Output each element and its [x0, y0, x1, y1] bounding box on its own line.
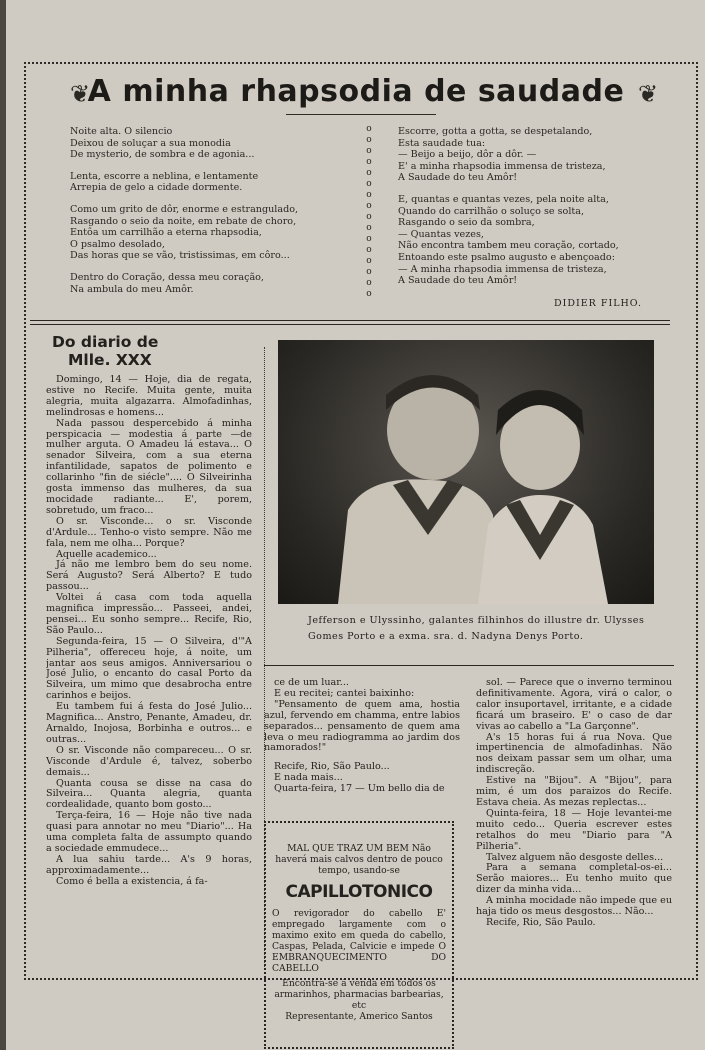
diary-paragraph: Segunda-feira, 15 — O Silveira, d'"A Pilheria", offereceu hoje, á noite, um jantar aos seus amigos. Anniversariou o José Julio, o encanto do casal Porto da Silveira, um mimo que desabrocha entre carinhos e beijos.: [46, 635, 252, 702]
diary-paragraph: E eu recitei; cantei baixinho:: [274, 687, 415, 699]
poem-stanza: Noite alta. O silencio Deixou de soluçar a sua monodia De mysterio, de sombra e de agonia...: [70, 126, 255, 161]
poem-signature: DIDIER FILHO.: [554, 298, 643, 309]
diary-paragraph: ce de um luar...: [274, 678, 349, 688]
diary-title: [52, 333, 232, 369]
poem-right-column: [398, 126, 668, 297]
diary-paragraph: Estive na "Bijou". A "Bijou", para mim, é um dos paraizos do Recife. Estava cheia. As mezas replectas...: [476, 775, 672, 808]
diary-paragraph: Aquelle academico...: [56, 548, 157, 560]
diary-paragraph: O sr. Visconde... o sr. Visconde d'Ardule... Tenho-o visto sempre. Não me fala, nem me olha... Porque?: [46, 515, 252, 549]
ad-brand-name: CAPILLOTONICO: [285, 882, 433, 902]
diary-paragraph: Recife, Rio, São Paulo.: [486, 916, 596, 928]
ad-header: MAL QUE TRAZ UM BEM Não haverá mais calvos dentro de pouco tempo, usando-se: [275, 843, 443, 876]
diary-paragraph: Quinta-feira, 18 — Hoje levantei-me muito cedo... Queria escrever estes retalhos do meu "Diario para "A Pilheria".: [476, 807, 672, 852]
poem-stanza: Escorre, gotta a gotta, se despetalando, Esta saudade tua: — Beijo a beijo, dôr a dôr. — E' a minha rhapsodia immensa de tristeza, A Saudade do teu Amôr!: [398, 126, 606, 184]
magazine-page: [6, 0, 705, 1050]
diary-paragraph: A's 15 horas fui á rua Nova. Que impertinencia de almofadinhas. Não nos deixam passar sem um olhar, uma indiscreção.: [476, 731, 672, 776]
diary-paragraph: Para a semana completal-os-ei... Serão maiores... Eu tenho muito que dizer da minha vida...: [476, 862, 672, 896]
leaf-ornament-icon: ❦: [638, 80, 659, 108]
diary-paragraph: "Pensamento de quem ama, hostia azul, fervendo em chamma, entre labios separados... pensamento de quem ama leva o meu radiogramma ao jardim dos namorados!": [264, 698, 460, 754]
diary-paragraph: Quanta cousa se disse na casa do Silveira... Quanta alegria, quanta cordealidade, quanto bom gosto...: [46, 777, 252, 811]
title-flourish: [286, 114, 436, 115]
section-divider: [30, 320, 670, 325]
diary-title-line: Mlle. XXX: [68, 351, 152, 369]
diary-paragraph: Recife, Rio, São Paulo...: [274, 761, 390, 773]
ad-body: O revigorador do cabello E' empregado largamente com o maximo exito em queda do cabello, Caspas, Pelada, Calvicie e impede O EMBRANQUECIMENTO DO CABELLO: [272, 908, 446, 974]
poem-column-divider: o o o o o o o o o o o o o o o o: [366, 124, 372, 299]
children-photograph: [278, 340, 654, 604]
diary-column-3: [476, 678, 672, 978]
diary-paragraph: Voltei á casa com toda aquella magnifica impressão... Passeei, andei, pensei... Eu sonho sempre... Recife, Rio, São Paulo...: [46, 592, 252, 636]
diary-paragraph: Nada passou despercebido á minha perspicacia — modestia á parte —de mulher arguta. O Amadeu lá estava... O senador Silveira, com a sua eterna infantilidade, sapatos de polimento e collarinho "fin de siécle".... O Silveirinha gosta immenso das mulheres, da sua mocidade radiante... E', porem, sobretudo, um fraco...: [46, 417, 252, 516]
capillotonico-advertisement: [264, 821, 454, 1049]
diary-paragraph: A minha mocidade não impede que eu haja tido os meus desgostos... Não...: [476, 895, 672, 918]
poem-stanza: E, quantas e quantas vezes, pela noite alta, Quando do carrilhão o soluço se solta, Rasgando o seio da sombra, — Quantas vezes, Não encontra tambem meu coração, cortado, Entoando este psalmo augusto e abençoado: — A minha rhapsodia immensa de tristeza, A Saudade do teu Amôr!: [398, 193, 619, 287]
diary-paragraph: Domingo, 14 — Hoje, dia de regata, estive no Recife. Muita gente, muita alegria, muita algazarra. Almofadinhas, melindrosas e homens...: [46, 375, 252, 418]
diary-paragraph: E nada mais...: [274, 772, 343, 784]
diary-column-2: [264, 678, 460, 818]
section-rule: [264, 665, 674, 666]
diary-paragraph: A lua sahiu tarde... A's 9 horas, approximadamente...: [46, 853, 252, 876]
poem-title: A minha rhapsodia de saudade: [87, 74, 625, 109]
diary-column-1: [46, 375, 252, 975]
photo-children: [278, 340, 654, 604]
poem-stanza: Como um grito de dôr, enorme e estrangulado, Rasgando o seio da noite, em rebate de choro, Entôa um carrilhão a eterna rhapsodia, O psalmo desolado, Das horas que se vão, tristissimas, em côro...: [70, 203, 299, 262]
poem-stanza: Dentro do Coração, dessa meu coração, Na ambula do meu Amôr.: [70, 271, 264, 295]
ad-representative: Representante, Americo Santos: [285, 1011, 433, 1022]
diary-paragraph: Eu tambem fui á festa do José Julio... Magnifica... Anstro, Penante, Amadeu, dr. Arnaldo, Inojosa, Borbinha e outros... e outras...: [46, 701, 252, 745]
diary-paragraph: sol. — Parece que o inverno terminou definitivamente. Agora, virá o calor, o calor insuportavel, irritante, e a cidade ficará um braseiro. E' o caso de dar vivas ao cabello a "La Garçonne".: [476, 678, 672, 732]
diary-paragraph: Terça-feira, 16 — Hoje não tive nada quasi para annotar no meu "Diario"... Ha uma completa falta de assumpto quando a sociedade emmudece...: [46, 810, 252, 854]
diary-paragraph: Como é bella a existencia, á fa-: [56, 875, 208, 887]
diary-title-line: Do diario de: [52, 333, 159, 351]
diary-paragraph: Quarta-feira, 17 — Um bello dia de: [274, 783, 445, 795]
ad-footer: Encontra-se á venda em todos os armarinhos, pharmacias barbearias, etc: [274, 978, 444, 1011]
diary-paragraph: O sr. Visconde não compareceu... O sr. Visconde d'Ardule é, talvez, soberbo demais...: [46, 744, 252, 778]
diary-paragraph: Já não me lembro bem do seu nome. Será Augusto? Será Alberto? E tudo passou...: [46, 559, 252, 593]
photo-caption: Jefferson e Ulyssinho, galantes filhinhos do illustre dr. Ulysses Gomes Porto e a exma. sra. d. Nadyna Denys Porto.: [308, 615, 645, 642]
poem-left-column: [70, 126, 355, 305]
diary-paragraph: Talvez alguem não desgoste delles...: [486, 851, 664, 863]
leaf-ornament-icon: ❦: [70, 80, 91, 108]
poem-stanza: Lenta, escorre a neblina, e lentamente Arrepia de gelo a cidade dormente.: [70, 170, 259, 194]
